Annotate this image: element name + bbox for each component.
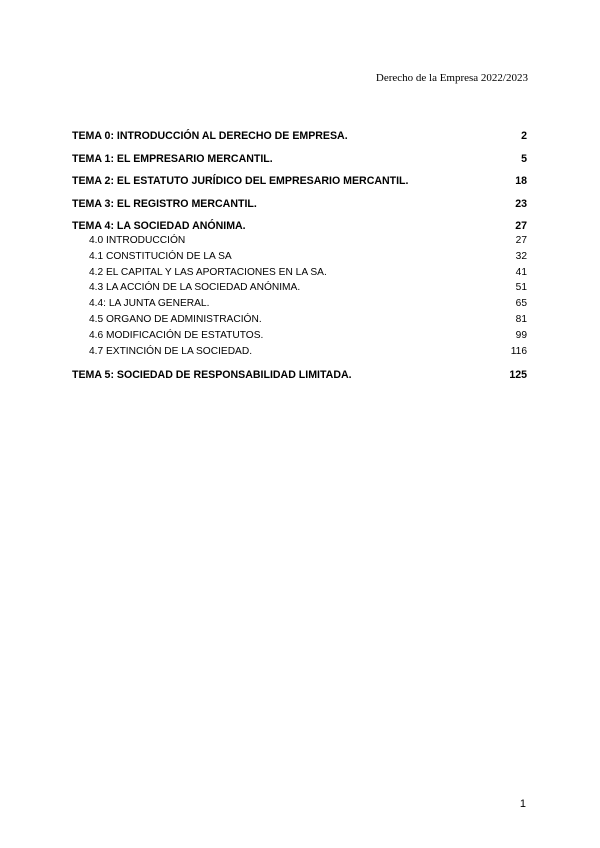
toc-entry-title: 4.7 EXTINCIÓN DE LA SOCIEDAD. [89,345,253,357]
running-header: Derecho de la Empresa 2022/2023 [375,72,528,84]
toc-entry-page: 99 [515,329,527,341]
toc-entry-tema-0[interactable] [72,127,527,150]
toc-entry-title: 4.2 EL CAPITAL Y LAS APORTACIONES EN LA SA. [89,266,327,278]
toc-entry-tema-4[interactable] [72,217,527,233]
toc-subentry-4-4[interactable] [72,296,527,312]
toc-entry-title: TEMA 3: EL REGISTRO MERCANTIL. [72,197,257,210]
toc-entry-title: 4.3 LA ACCIÓN DE LA SOCIEDAD ANÓNIMA. [89,282,301,294]
toc-entry-title: TEMA 4: LA SOCIEDAD ANÓNIMA. [72,220,246,232]
toc-entry-title: TEMA 5: SOCIEDAD DE RESPONSABILIDAD LIMITADA. [72,368,352,381]
toc-entry-title: 4.5 ORGANO DE ADMINISTRACIÓN. [89,313,262,325]
toc-subentry-4-1[interactable] [72,249,527,265]
toc-subentry-4-7[interactable] [72,344,527,366]
toc-subentry-4-6[interactable] [72,328,527,344]
toc-subentry-4-3[interactable] [72,280,527,296]
toc-entry-title: TEMA 0: INTRODUCCIÓN AL DERECHO DE EMPRESA. [72,130,348,142]
toc-entry-title: 4.1 CONSTITUCIÓN DE LA SA [89,250,232,262]
toc-entry-title: TEMA 2: EL ESTATUTO JURÍDICO DEL EMPRESARIO MERCANTIL. [72,175,409,187]
toc-entry-page: 125 [509,368,527,381]
table-of-contents [72,127,527,388]
toc-entry-title: 4.4: LA JUNTA GENERAL. [89,298,210,310]
toc-entry-tema-5[interactable] [72,366,527,389]
toc-entry-page: 23 [515,197,527,210]
toc-entry-tema-1[interactable] [72,150,527,173]
page-number: 1 [519,798,526,810]
toc-entry-page: 81 [515,313,527,325]
toc-entry-page: 32 [515,250,527,262]
toc-entry-page: 51 [515,282,527,294]
toc-entry-page: 5 [521,152,527,165]
toc-entry-page: 65 [515,298,527,310]
toc-entry-page: 27 [515,220,527,232]
toc-entry-page: 27 [515,235,527,246]
toc-subentry-4-2[interactable] [72,265,527,281]
toc-entry-title: 4.0 INTRODUCCIÓN [89,235,186,246]
toc-subentry-4-5[interactable] [72,312,527,328]
toc-entry-page: 2 [521,130,527,142]
toc-subentry-4-0[interactable] [72,233,527,249]
toc-entry-title: 4.6 MODIFICACIÓN DE ESTATUTOS. [89,329,264,341]
toc-entry-page: 41 [515,266,527,278]
toc-entry-page: 116 [510,345,527,357]
toc-entry-page: 18 [515,175,527,187]
toc-entry-tema-3[interactable] [72,195,527,218]
toc-entry-title: TEMA 1: EL EMPRESARIO MERCANTIL. [72,152,273,165]
toc-entry-tema-2[interactable] [72,172,527,195]
